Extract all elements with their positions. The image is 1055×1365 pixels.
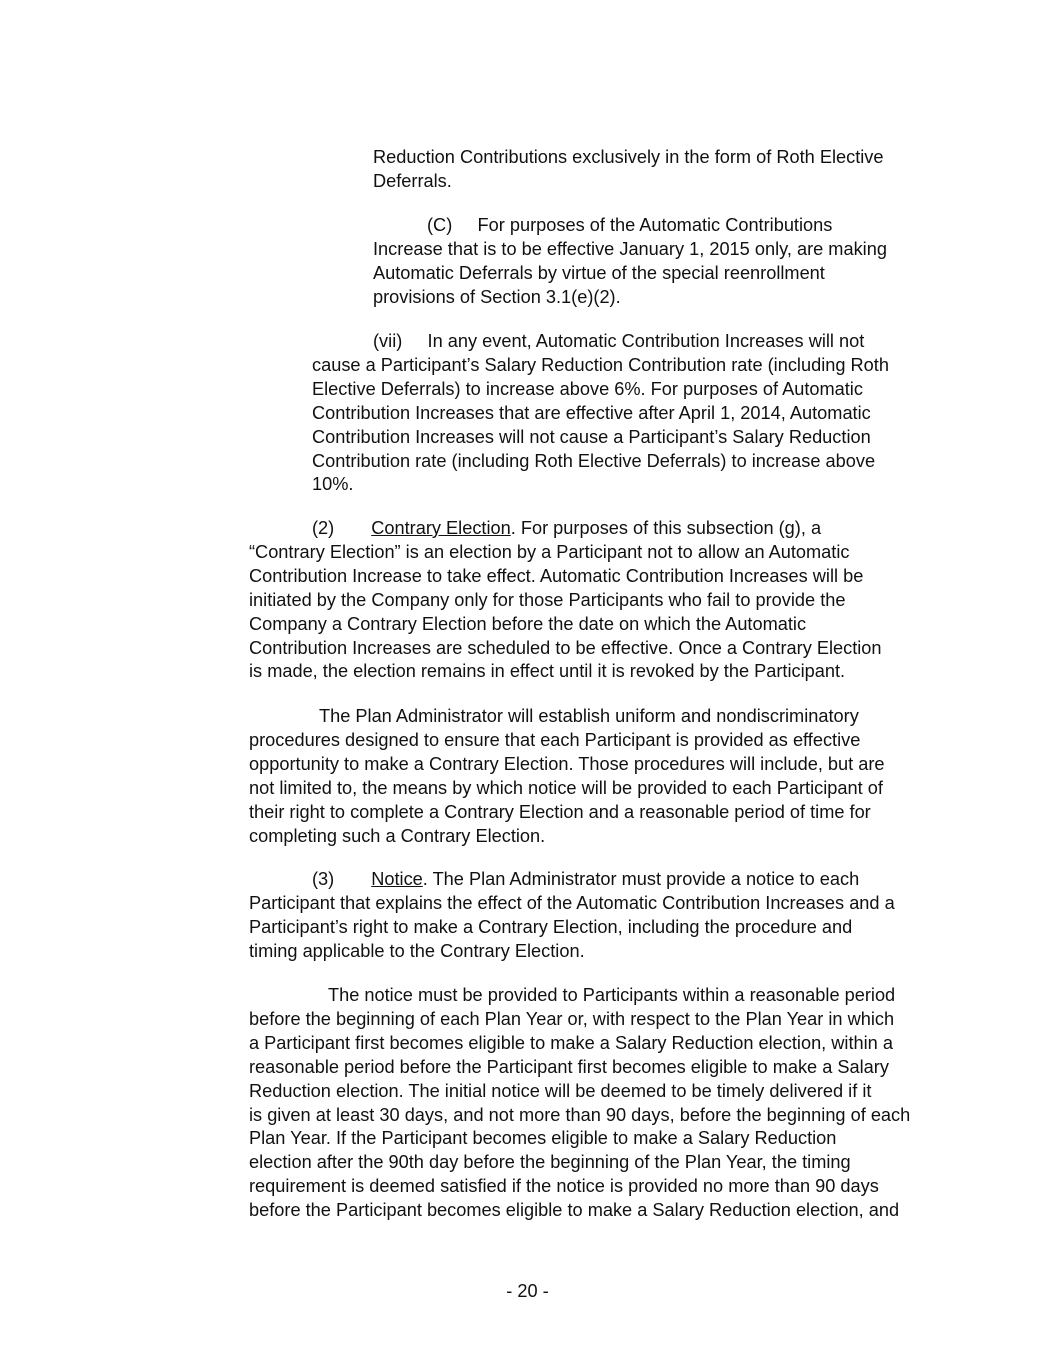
paragraph-roth-deferrals	[373, 146, 884, 194]
section-number: (3)	[312, 869, 335, 889]
paragraph-notice-timing	[249, 984, 910, 1223]
text-line: is made, the election remains in effect until it is revoked by the Participant.	[249, 661, 846, 682]
text-line	[249, 868, 895, 892]
text-line: initiated by the Company only for those Participants who fail to provide the	[249, 589, 846, 610]
paragraph-notice	[249, 868, 895, 964]
section-heading-contrary-election: Contrary Election	[371, 518, 511, 538]
text-line: Reduction election. The initial notice will be deemed to be timely delivered if it	[249, 1080, 872, 1101]
paragraph-contrary-election	[249, 517, 882, 684]
text-line: Company a Contrary Election before the date on which the Automatic	[249, 613, 807, 634]
text-line: The notice must be provided to Participants within a reasonable period	[328, 985, 896, 1005]
page-number: - 20 -	[506, 1281, 549, 1301]
text-line: Participant’s right to make a Contrary Election, including the procedure and	[249, 916, 853, 937]
text-line: is given at least 30 days, and not more than 90 days, before the beginning of each	[249, 1104, 911, 1125]
text-line: completing such a Contrary Election.	[249, 825, 546, 846]
text-line: Deferrals.	[373, 170, 452, 191]
text-fragment: . The Plan Administrator must provide a notice to each	[422, 869, 860, 889]
text-line: opportunity to make a Contrary Election. Those procedures will include, but are	[249, 753, 885, 774]
text-line: before the Participant becomes eligible to make a Salary Reduction election, and	[249, 1200, 900, 1221]
text-line: requirement is deemed satisfied if the notice is provided no more than 90 days	[249, 1176, 879, 1197]
text-line: their right to complete a Contrary Election and a reasonable period of time for	[249, 801, 871, 822]
text-line: Contribution Increase to take effect. Automatic Contribution Increases will be	[249, 565, 864, 586]
text-line: cause a Participant’s Salary Reduction Contribution rate (including Roth	[312, 354, 889, 375]
text-line: “Contrary Election” is an election by a Participant not to allow an Automatic	[249, 541, 850, 562]
text-line: Participant that explains the effect of the Automatic Contribution Increases and a	[249, 892, 895, 913]
text-line: provisions of Section 3.1(e)(2).	[373, 286, 621, 307]
text-line: Contribution Increases are scheduled to be effective. Once a Contrary Election	[249, 637, 882, 658]
text-line: (vii) In any event, Automatic Contribution Increases will not	[373, 331, 865, 351]
text-line: Contribution rate (including Roth Elective Deferrals) to increase above	[312, 450, 876, 471]
text-line: Elective Deferrals) to increase above 6%. For purposes of Automatic	[312, 378, 863, 399]
text-line: timing applicable to the Contrary Election.	[249, 940, 585, 961]
text-line: Automatic Deferrals by virtue of the special reenrollment	[373, 262, 825, 283]
text-line: Plan Year. If the Participant becomes eligible to make a Salary Reduction	[249, 1128, 837, 1149]
text-fragment: . For purposes of this subsection (g), a	[510, 518, 822, 538]
text-line: election after the 90th day before the beginning of the Plan Year, the timing	[249, 1152, 851, 1173]
text-line: Contribution Increases will not cause a Participant’s Salary Reduction	[312, 426, 871, 447]
paragraph-vii-limits	[312, 330, 889, 497]
text-line: not limited to, the means by which notice will be provided to each Participant of	[249, 777, 883, 798]
section-heading-notice: Notice	[371, 869, 423, 889]
text-line: (C) For purposes of the Automatic Contributions	[427, 215, 833, 235]
text-line	[249, 517, 882, 541]
text-line: Increase that is to be effective January 1, 2015 only, are making	[373, 238, 887, 259]
text-line: The Plan Administrator will establish uniform and nondiscriminatory	[319, 706, 859, 726]
text-line: Reduction Contributions exclusively in the form of Roth Elective	[373, 147, 884, 167]
section-number: (2)	[312, 518, 335, 538]
text-line: reasonable period before the Participant first becomes eligible to make a Salary	[249, 1056, 889, 1077]
paragraph-plan-administrator-procedures	[249, 705, 885, 848]
text-line: 10%.	[312, 474, 354, 495]
text-line: procedures designed to ensure that each Participant is provided as effective	[249, 729, 861, 750]
text-line: a Participant first becomes eligible to make a Salary Reduction election, within a	[249, 1032, 893, 1053]
text-line: Contribution Increases that are effective after April 1, 2014, Automatic	[312, 402, 871, 423]
paragraph-c-automatic-contributions	[373, 214, 887, 310]
text-line: before the beginning of each Plan Year or, with respect to the Plan Year in which	[249, 1008, 895, 1029]
